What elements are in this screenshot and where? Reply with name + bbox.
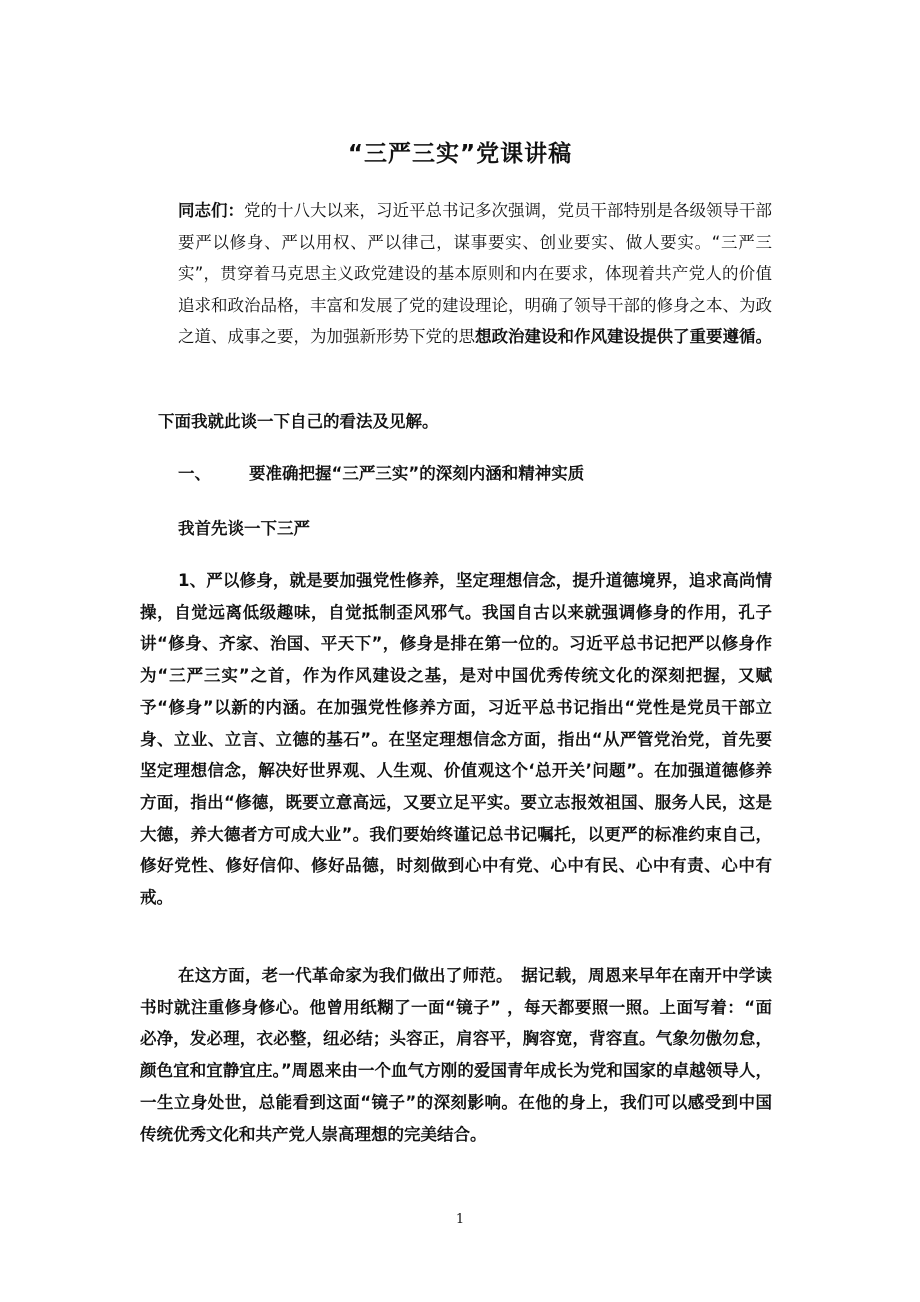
subheading: 我首先谈一下三严 — [178, 519, 310, 538]
body-paragraph-2: 在这方面，老一代革命家为我们做出了师范。 据记载，周恩来早年在南开中学读书时就注重修身修心。他曾用纸糊了一面“镜子” ，每天都要照一照。上面写着：“面必净，发必理，衣必整，纽必结；头容正，肩容平，胸容宽，背容直。气象勿傲勿怠，颜色宜和宜静宜庄。”周恩来由一个血气方刚的爱国青年成长为党和国家的卓越领导人，一生立身处世，总能看到这面“镜子”的深刻影响。在他的身上，我们可以感受到中国传统优秀文化和共产党人崇高理想的完美结合。 — [140, 966, 772, 1144]
document-title: “三严三实”党课讲稿 — [347, 141, 573, 167]
intro-salutation: 同志们： — [178, 201, 244, 220]
intro-body: 党的十八大以来，习近平总书记多次强调，党员干部特别是各级领导干部要严以修身、严以用权、严以律己，谋事要实、创业要实、做人要实。“三严三实”，贯穿着马克思主义政党建设的基本原则和内在要求，体现着共产党人的价值追求和政治品格，丰富和发展了党的建设理论，明确了领导干部的修身之本、为政之道、成事之要，为加强新形势下党的思 — [178, 201, 772, 346]
body-paragraph-1: 1、严以修身，就是要加强党性修养，坚定理想信念，提升道德境界，追求高尚情操，自觉远离低级趣味，自觉抵制歪风邪气。我国自古以来就强调修身的作用，孔子讲“修身、齐家、治国、平天下”，修身是排在第一位的。习近平总书记把严以修身作为“三严三实”之首，作为作风建设之基，是对中国优秀传统文化的深刻把握，又赋予“修身”以新的内涵。在加强党性修养方面，习近平总书记指出“党性是党员干部立身、立业、立言、立德的基石”。在坚定理想信念方面，指出“从严管党治党，首先要坚定理想信念，解决好世界观、人生观、价值观这个‘总开关’问题”。在加强道德修养方面，指出“修德，既要立意高远，又要立足平实。要立志报效祖国、服务人民，这是大德，养大德者方可成大业”。我们要始终谨记总书记嘱托，以更严的标准约束自己，修好党性、修好信仰、修好品德，时刻做到心中有党、心中有民、心中有责、心中有戒。 — [140, 571, 772, 908]
page-number: 1 — [455, 1212, 465, 1227]
section-heading — [178, 458, 584, 490]
section-heading-text: 要准确把握“三严三实”的深刻内涵和精神实质 — [249, 464, 585, 483]
section-number: 一、 — [178, 464, 211, 483]
intro-paragraph — [178, 195, 772, 353]
transition-sentence: 下面我就此谈一下自己的看法及见解。 — [158, 412, 439, 431]
intro-body-bold: 想政治建设和作风建设提供了重要遵循。 — [475, 327, 772, 346]
